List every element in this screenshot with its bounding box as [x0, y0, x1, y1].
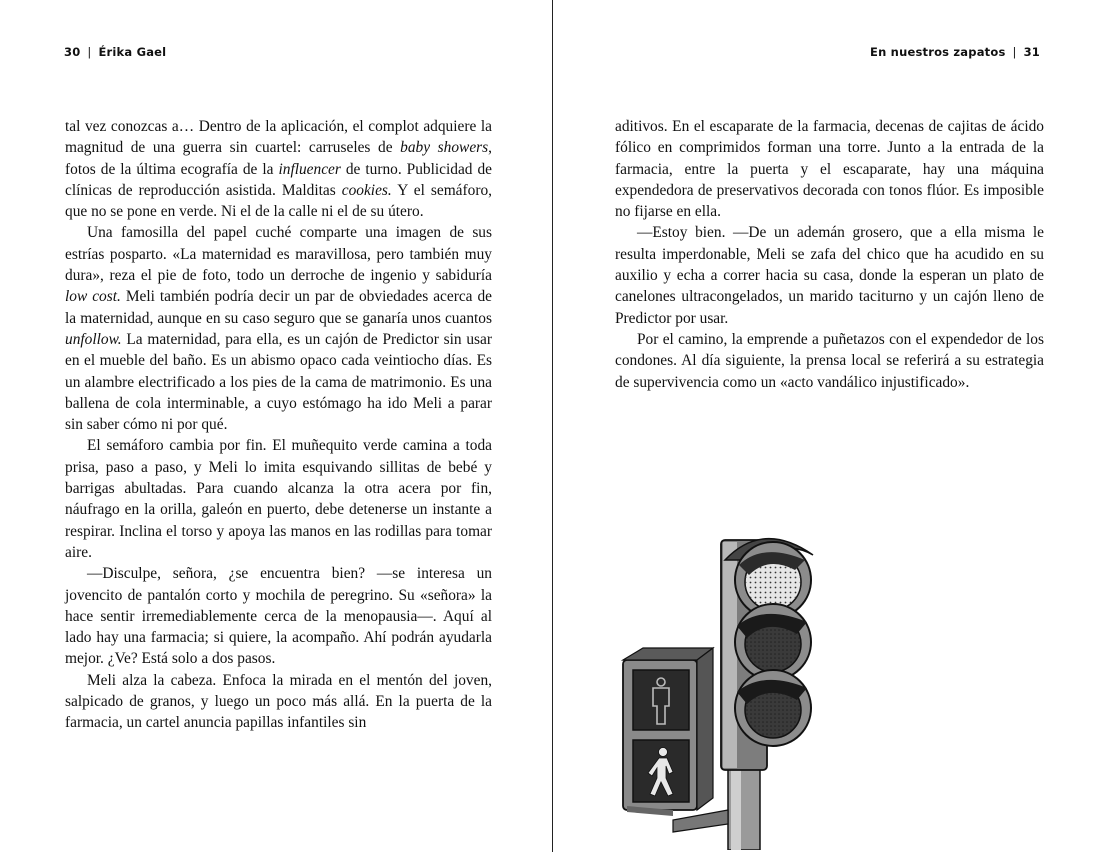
book-title: En nuestros zapatos: [870, 45, 1006, 59]
signal-lamp-bottom: [735, 670, 811, 746]
left-body-text: [65, 116, 492, 734]
italic-term: influencer: [278, 160, 341, 178]
italic-term: low cost.: [65, 288, 121, 306]
italic-term: baby showers: [400, 139, 489, 157]
page-number-left: 30: [64, 45, 81, 59]
traffic-light-illustration: [613, 520, 873, 850]
running-head-separator: |: [87, 45, 92, 59]
paragraph: tal vez conozcas a… Dentro de la aplicación, el complot adquiere la magnitud de una guerra sin cuartel: carruseles de baby showers, fotos de la última ecografía de la influencer de turno. Publicidad de clínicas de reproducción asistida. Malditas cookies. Y el semáforo, que no se pone en verde. Ni el de la calle ni el de su útero.: [65, 118, 493, 221]
left-running-head: [64, 45, 166, 59]
pedestrian-signal: [623, 648, 713, 816]
paragraph: Meli alza la cabeza. Enfoca la mirada en el mentón del joven, salpicado de granos, y luego un poco más allá. En la puerta de la farmacia, un cartel anuncia papillas infantiles sin: [65, 671, 492, 732]
paragraph: aditivos. En el escaparate de la farmacia, decenas de cajitas de ácido fólico en comprimidos forman una torre. Junto a la entrada de la farmacia, entre la puerta y el escaparate, hay una máquina expendedora de preservativos decorada con tonos flúor. Es imposible no fijarse en ella.: [615, 118, 1044, 221]
running-head-separator: |: [1012, 45, 1017, 59]
paragraph: Una famosilla del papel cuché comparte una imagen de sus estrías posparto. «La maternidad es maravillosa, pero también muy dura», reza el pie de foto, todo un derroche de ingenio y sabiduría low cost. Meli también podría decir un par de obviedades acerca de la maternidad, aunque en su caso seguro que se ganaría unos cuantos unfollow. La maternidad, para ella, es un cajón de Predictor sin usar en el mueble del baño. Es un abismo opaco cada veintiocho días. Es un alambre electrificado a los pies de la cama de matrimonio. Es una ballena de cola interminable, a cuyo estómago ha ido Meli a parar sin saber cómo ni por qué.: [65, 224, 492, 434]
author-name: Érika Gael: [98, 45, 167, 59]
paragraph: Por el camino, la emprende a puñetazos con el expendedor de los condones. Al día siguiente, la prensa local se referirá a su estrategia de supervivencia como un «acto vandálico injustificado».: [615, 330, 1044, 391]
italic-term: cookies.: [341, 181, 392, 199]
italic-term: unfollow.: [65, 330, 122, 348]
paragraph: —Estoy bien. —De un ademán grosero, que a ella misma le resulta imperdonable, Meli se zafa del chico que ha acudido en su auxilio y echa a correr hacia su casa, donde la esperan un plato de canelones ultracongelados, un marido taciturno y un cajón lleno de Predictor por usar.: [615, 224, 1044, 327]
paragraph: —Disculpe, señora, ¿se encuentra bien? —se interesa un jovencito de pantalón corto y mochila de peregrino. Su «señora» la hace sentir irremediablemente cerca de la menopausia—. Aquí al lado hay una farmacia; si quiere, la acompaño. Ahí podrán ayudarla mejor. ¿Ve? Está solo a dos pasos.: [65, 565, 492, 668]
right-running-head: [870, 45, 1040, 59]
right-page: [553, 0, 1104, 852]
paragraph: El semáforo cambia por fin. El muñequito verde camina a toda prisa, paso a paso, y Meli lo imita esquivando sillitas de bebé y barrigas abultadas. Para cuando alcanza la otra acera por fin, náufrago en la orilla, galeón en puerto, debe detenerse un instante a respirar. Inclina el torso y apoya las manos en las rodillas para tomar aire.: [65, 437, 492, 561]
signal-lamp-middle: [735, 604, 811, 680]
page-number-right: 31: [1023, 45, 1040, 59]
right-body-text: [615, 116, 1044, 393]
